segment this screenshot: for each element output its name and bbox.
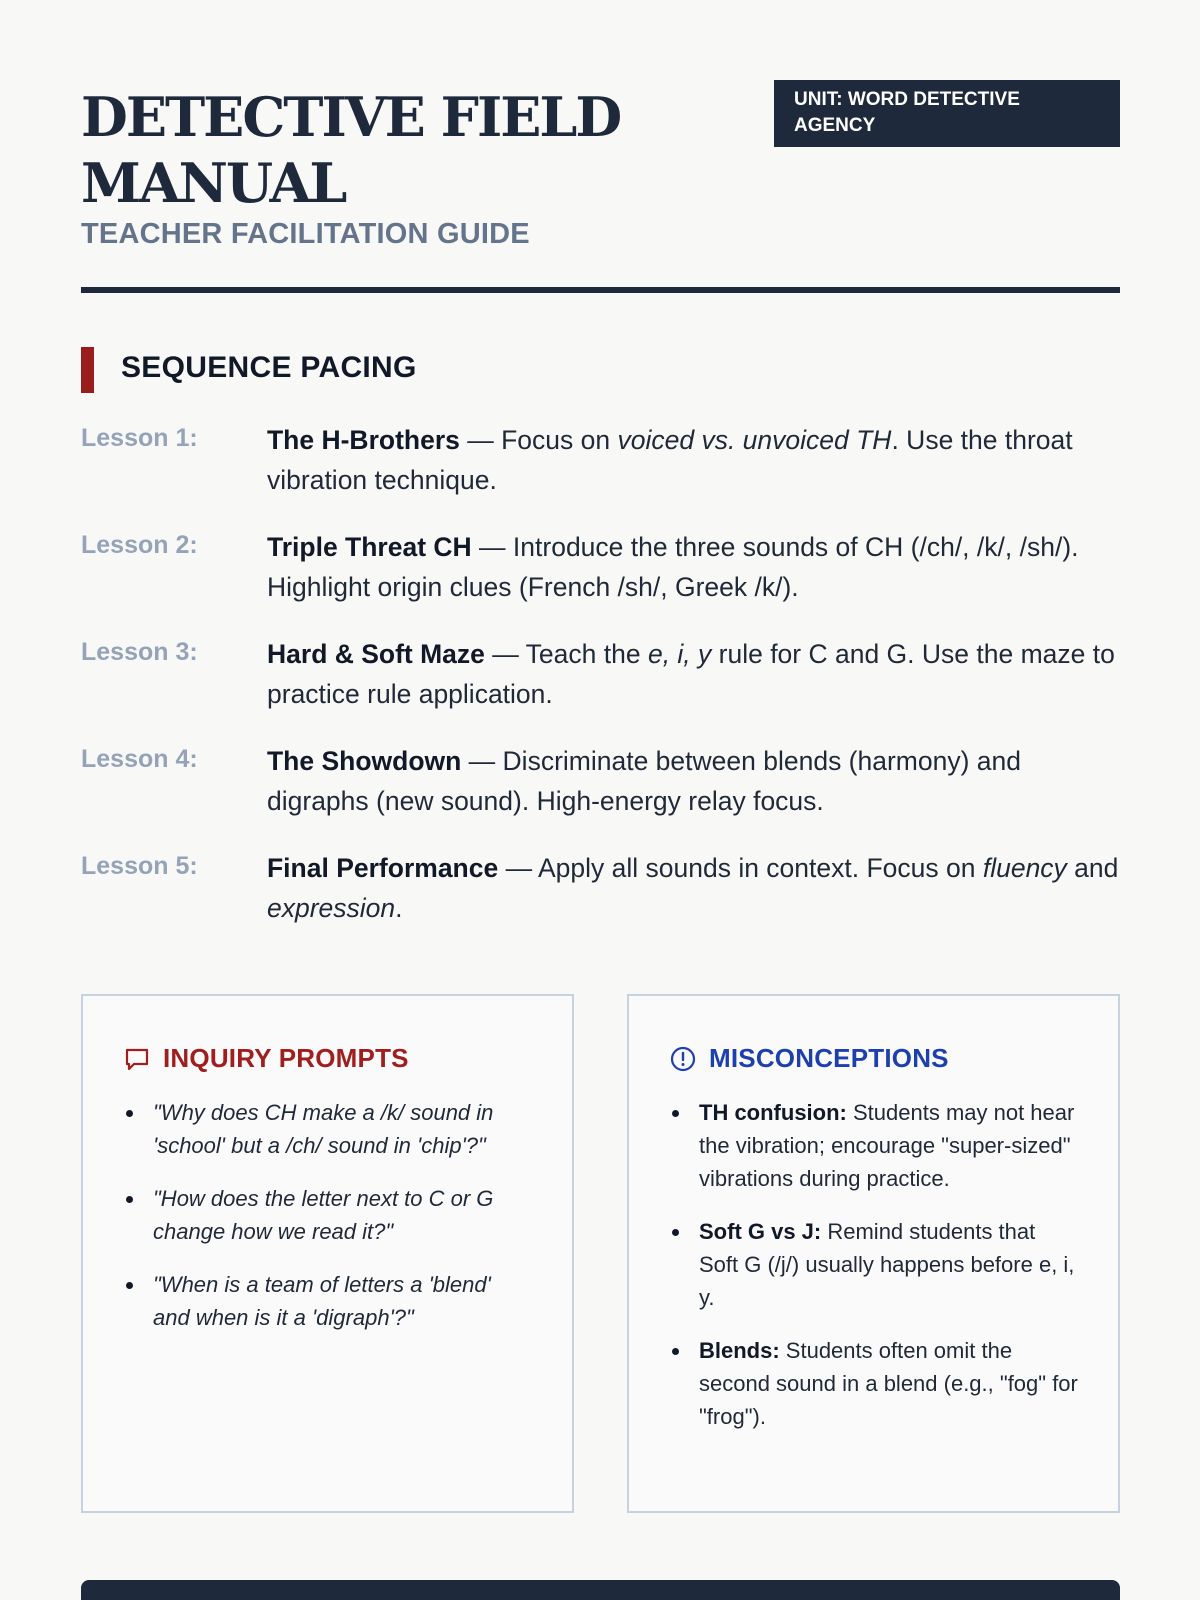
lesson-name: The Showdown bbox=[267, 746, 462, 776]
lesson-text-part: — Focus on bbox=[459, 425, 618, 455]
lesson-name: Hard & Soft Maze bbox=[267, 639, 485, 669]
lesson-description bbox=[267, 420, 1127, 500]
list-item bbox=[669, 1096, 1079, 1195]
misconception-term: Soft G vs J: bbox=[699, 1219, 822, 1244]
lesson-text-part: — Apply all sounds in context. Focus on bbox=[498, 853, 983, 883]
misconception-text: Remind students that Soft G (/j/) usually happens before e, i, y. bbox=[699, 1219, 1075, 1310]
list-item: "Why does CH make a /k/ sound in 'school' but a /ch/ sound in 'chip'?" bbox=[123, 1096, 533, 1162]
footer-bar bbox=[81, 1580, 1120, 1600]
list-item: "How does the letter next to C or G change how we read it?" bbox=[123, 1182, 533, 1248]
lesson-text-part: . bbox=[395, 893, 403, 923]
lesson-row bbox=[81, 634, 1120, 724]
lesson-emphasis: expression bbox=[267, 893, 396, 923]
lesson-text-part: — Discriminate between blends (harmony) and digraphs (new sound). High-energy relay focus. bbox=[267, 746, 1022, 816]
speech-bubble-icon bbox=[123, 1045, 151, 1073]
page-title: DETECTIVE FIELD MANUAL bbox=[81, 85, 621, 215]
lesson-emphasis: e, i, y bbox=[647, 639, 712, 669]
inquiry-prompts-card bbox=[81, 994, 574, 1513]
lesson-description bbox=[267, 634, 1127, 714]
card-title: INQUIRY PROMPTS bbox=[163, 1043, 409, 1073]
misconception-text: Students often omit the second sound in a blend (e.g., "fog" for "frog"). bbox=[699, 1338, 1078, 1429]
lesson-row bbox=[81, 741, 1120, 831]
list-item: "When is a team of letters a 'blend' and when is it a 'digraph'?" bbox=[123, 1268, 533, 1334]
lesson-row bbox=[81, 420, 1120, 510]
section-heading bbox=[81, 347, 681, 393]
lesson-row bbox=[81, 527, 1120, 617]
lesson-label: Lesson 1: bbox=[81, 424, 198, 452]
lesson-text-part: — Introduce the three sounds of CH (/ch/, /k/, /sh/). Highlight origin clues (French /sh/, Greek /k/). bbox=[267, 532, 1079, 602]
misconception-term: Blends: bbox=[699, 1338, 780, 1363]
section-accent-bar bbox=[81, 347, 94, 393]
lesson-text-part: . Use the throat vibration technique. bbox=[267, 425, 1073, 495]
lesson-text-part: rule for C and G. Use the maze to practice rule application. bbox=[267, 639, 1115, 709]
card-header bbox=[123, 1042, 543, 1076]
lesson-description bbox=[267, 741, 1127, 821]
lesson-name: Triple Threat CH bbox=[267, 532, 472, 562]
lesson-label: Lesson 3: bbox=[81, 638, 198, 666]
lesson-row bbox=[81, 848, 1120, 938]
lesson-emphasis: fluency bbox=[982, 853, 1067, 883]
card-header bbox=[669, 1042, 1089, 1076]
inquiry-list bbox=[123, 1096, 533, 1354]
lesson-emphasis: voiced vs. unvoiced TH bbox=[617, 425, 892, 455]
misconceptions-list bbox=[669, 1096, 1079, 1453]
header bbox=[81, 84, 1120, 294]
alert-circle-icon bbox=[669, 1045, 697, 1073]
misconception-term: TH confusion: bbox=[699, 1100, 847, 1125]
lesson-description bbox=[267, 527, 1127, 607]
lesson-name: Final Performance bbox=[267, 853, 499, 883]
page-subtitle: TEACHER FACILITATION GUIDE bbox=[81, 218, 530, 250]
lesson-text-part: — Teach the bbox=[484, 639, 648, 669]
lesson-label: Lesson 5: bbox=[81, 852, 198, 880]
lesson-name: The H-Brothers bbox=[267, 425, 460, 455]
lesson-label: Lesson 2: bbox=[81, 531, 198, 559]
list-item bbox=[669, 1334, 1079, 1433]
section-title: SEQUENCE PACING bbox=[121, 351, 417, 384]
list-item bbox=[669, 1215, 1079, 1314]
misconception-text: Students may not hear the vibration; encourage "super-sized" vibrations during practice. bbox=[699, 1100, 1075, 1191]
header-divider bbox=[81, 287, 1120, 293]
lesson-description bbox=[267, 848, 1127, 928]
misconceptions-card bbox=[627, 994, 1120, 1513]
card-title: MISCONCEPTIONS bbox=[709, 1043, 949, 1073]
lesson-text-part: and bbox=[1066, 853, 1119, 883]
unit-badge: UNIT: WORD DETECTIVE AGENCY bbox=[774, 80, 1120, 147]
lesson-label: Lesson 4: bbox=[81, 745, 198, 773]
